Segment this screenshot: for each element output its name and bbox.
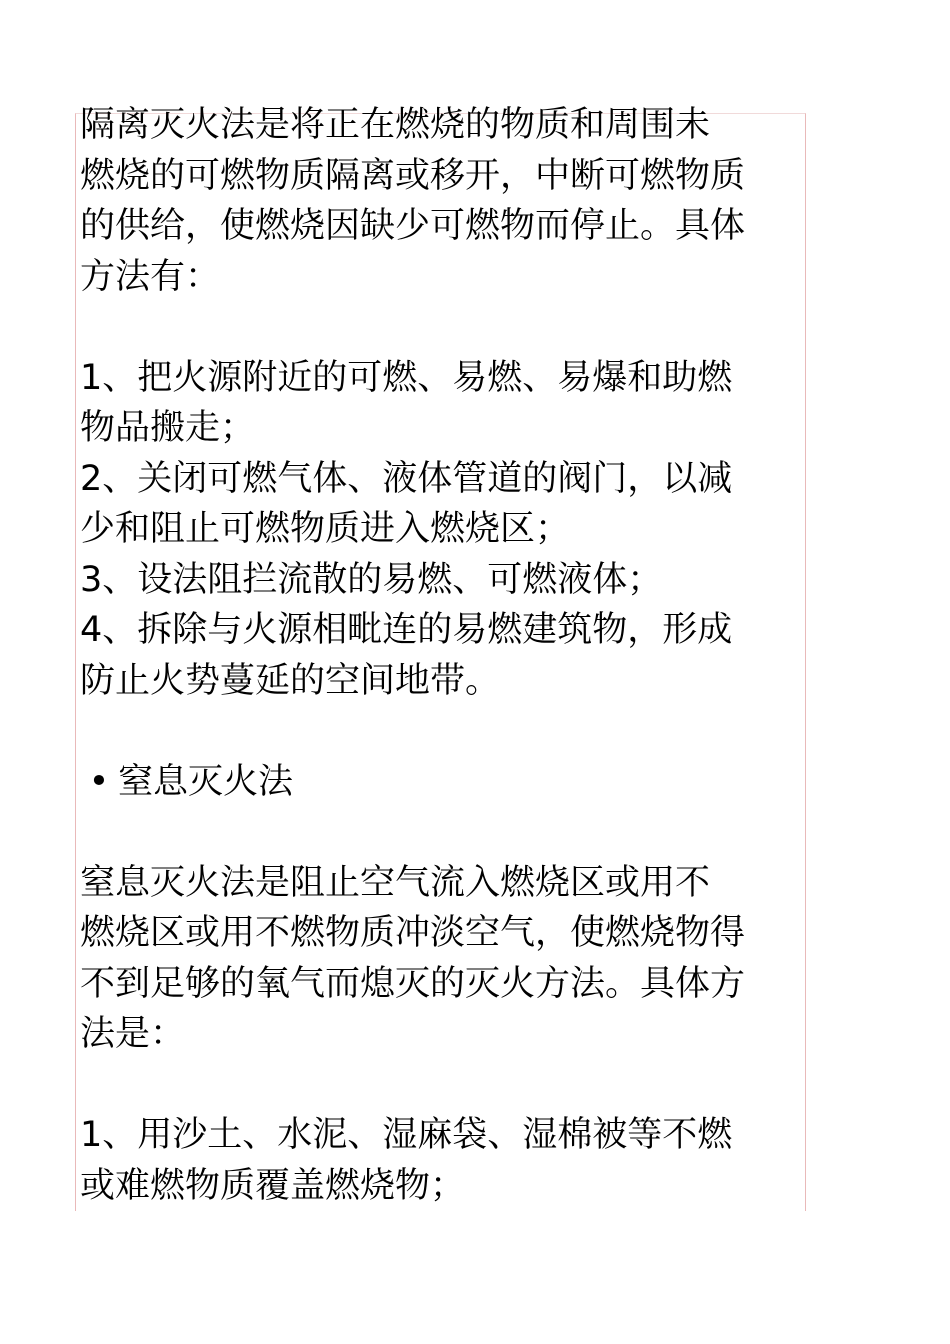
list-item-continuation: 防止火势蔓延的空间地带。 <box>80 660 501 701</box>
blank-line <box>80 706 804 757</box>
blank-line <box>80 1060 804 1111</box>
list-item-continuation: 或难燃物质覆盖燃烧物； <box>80 1165 466 1206</box>
blank-line <box>80 302 804 353</box>
document-body <box>80 100 804 1211</box>
section-heading-text: 窒息灭火法 <box>118 761 294 802</box>
list-item-continuation: 少和阻止可燃物质进入燃烧区； <box>80 509 571 549</box>
paragraph-line: 的供给，使燃烧因缺少可燃物而停止。具体 <box>80 206 746 246</box>
list-item: 1、把火源附近的可燃、易燃、易爆和助燃 <box>80 357 733 398</box>
paragraph-line: 不到足够的氧气而熄灭的灭火方法。具体方 <box>80 963 746 1004</box>
paragraph-line: 窒息灭火法是阻止空气流入燃烧区或用不 <box>80 862 711 903</box>
paragraph-line: 燃烧的可燃物质隔离或移开，中断可燃物质 <box>80 155 746 196</box>
paragraph-line: 法是： <box>80 1014 186 1054</box>
blank-line <box>80 807 804 858</box>
suffocation-method-list <box>80 1110 804 1211</box>
list-item-continuation: 物品搬走； <box>80 408 256 448</box>
bullet-icon: • <box>88 761 110 802</box>
isolation-method-list <box>80 353 804 707</box>
list-item: 1、用沙土、水泥、湿麻袋、湿棉被等不燃 <box>80 1115 733 1155</box>
list-item: 2、关闭可燃气体、液体管道的阀门，以减 <box>80 458 733 499</box>
isolation-method-paragraph <box>80 100 804 302</box>
section-heading <box>80 757 804 808</box>
suffocation-method-paragraph <box>80 858 804 1060</box>
paragraph-line: 方法有： <box>80 256 221 297</box>
list-item: 3、设法阻拦流散的易燃、可燃液体； <box>80 559 663 600</box>
paragraph-line: 隔离灭火法是将正在燃烧的物质和周围未 <box>80 105 711 145</box>
list-item: 4、拆除与火源相毗连的易燃建筑物，形成 <box>80 610 733 650</box>
paragraph-line: 燃烧区或用不燃物质冲淡空气，使燃烧物得 <box>80 913 746 953</box>
